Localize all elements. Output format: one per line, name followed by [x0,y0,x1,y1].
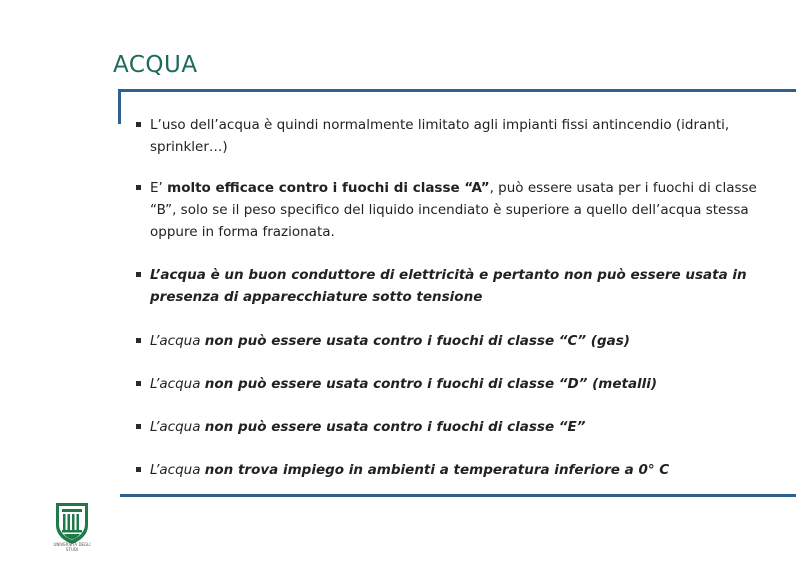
bullet-marker-icon [136,122,141,127]
title-divider [120,89,796,92]
bullet-text [150,264,760,308]
bullet-text-segment: L’uso dell’acqua è quindi normalmente limitato agli impianti fissi antincendio (idranti, sprinkler…) [150,117,730,155]
bullet-text-segment: L’acqua [150,333,205,349]
bullet-marker-icon [136,272,141,277]
bullet-item [136,330,760,352]
bullet-item [136,373,760,395]
bullet-marker-icon [136,338,141,343]
bullet-item [136,177,760,243]
bullet-text [150,459,760,481]
bullet-text [150,373,760,395]
logo-caption: UNIVERSITÀ DEGLI STUDI [53,542,91,552]
bullet-marker-icon [136,381,141,386]
bullet-text-segment: non può essere usata contro i fuochi di classe “E” [204,419,586,435]
bullet-text-segment: L’acqua [150,462,205,478]
bullet-text-segment: E’ [150,180,168,196]
slide-title: ACQUA [113,52,198,78]
bullet-text [150,330,760,352]
bullet-text-segment: non trova impiego in ambienti a temperatura inferiore a 0° C [204,462,670,478]
bullet-text-segment: L’acqua [150,376,205,392]
bullet-item [136,416,760,438]
bullet-text-segment: non può essere usata contro i fuochi di classe “D” (metalli) [204,376,658,392]
bullet-text-segment: L’acqua è un buon conduttore di elettricità e pertanto non può essere usata in presenza di apparecchiature sotto tensione [150,267,747,305]
bullet-item [136,264,760,308]
bullet-text-segment: molto efficace contro i fuochi di classe “A” [167,180,490,196]
bullet-text-segment: , può essere usata per i fuochi di classe “B”, solo se il peso specifico del liquido incendiato è superiore a quello dell’acqua stessa oppure in forma frazionata. [150,180,757,240]
bullet-text [150,416,760,438]
bullet-text [150,177,760,243]
bullet-marker-icon [136,424,141,429]
bullet-text-segment: L’acqua [150,419,205,435]
bullet-item [136,459,760,481]
bullet-marker-icon [136,467,141,472]
footer-divider [120,494,796,497]
bullet-item [136,114,760,158]
bullet-text [150,114,760,158]
bullet-text-segment: non può essere usata contro i fuochi di classe “C” (gas) [204,333,630,349]
title-divider-accent [118,89,121,124]
bullet-marker-icon [136,185,141,190]
